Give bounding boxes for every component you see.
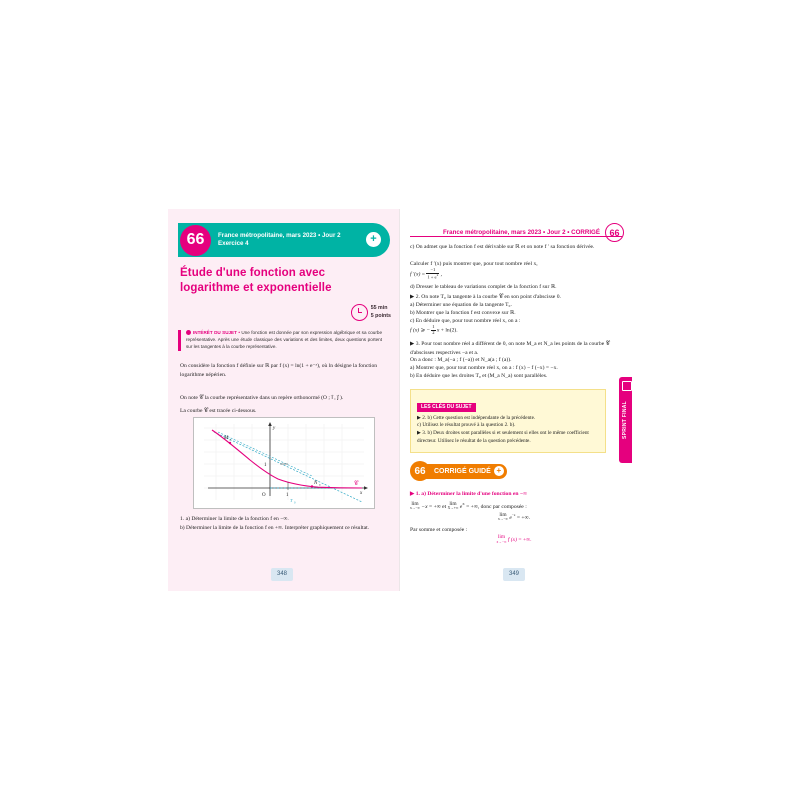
corrige-line-3: Par somme et composée : [410,526,468,533]
question-list [180,515,385,532]
plus-icon: + [366,232,381,247]
corrige-header-text: France métropolitaine, mars 2023 • Jour 2 • CORRIGÉ [442,229,600,236]
statement-2: ▶ 2. On note T₀ la tangente à la courbe 𝒞 en son point d'abscisse 0. [410,294,561,300]
left-page [168,209,400,591]
corrige-line-1: lim x→−∞ −x = +∞ et lim X→+∞ $e^X$ = +∞, donc par composée : [410,501,527,511]
interest-accent-bar [178,330,181,351]
page-number-left: 348 [271,568,293,581]
corrige-line-2: lim x→−∞ $e^{-x}$ = +∞. [498,511,530,522]
statement-3-note: On a donc : M_a(−a ; f (−a)) et N_a(a ; f (a)). [410,357,512,363]
keys-line-1: ▶ 2. b) Cette question est indépendante de la précédente. [417,414,536,421]
statement-2c: c) En déduire que, pour tout nombre réel x, on a : [410,318,521,324]
duration-badge [351,304,391,321]
keys-line-3: ▶ 3. b) Deux droites sont parallèles si et seulement si elles ont le même coefficient directeur. Utilisez le résultat de la question précédente. [417,430,589,444]
corrige-guide-label: CORRIGÉ GUIDÉ [434,467,491,475]
statement-3a: a) Montrer que, pour tout nombre réel x, on a : f (x) − f (−x) = −x. [410,365,558,371]
plus-icon-corrige: + [494,466,504,476]
points-value: 5 points [370,312,391,319]
clock-icon [351,304,368,321]
interest-label: INTÉRÊT DU SUJET • [193,330,240,335]
svg-text:N: N [314,481,318,486]
book-icon [622,381,632,391]
svg-text:O: O [262,493,266,498]
duration-value: 55 min [370,304,388,311]
book-spread [168,209,632,591]
statement-2a: a) Déterminer une équation de la tangente T₀. [410,302,512,308]
page-number-right: 349 [503,568,525,581]
svg-text:a: a [229,437,231,442]
exercise-number-badge: 66 [180,225,211,256]
exercise-header-banner [178,223,390,257]
interest-text: Une fonction est donnée par son expression algébrique et sa courbe représentative. Après une étude classique des variations et des limites, deux questions portent sur les tangentes à la courbe représentative. [186,330,382,349]
corrige-number-badge: 66 [605,223,624,242]
svg-text:a: a [319,482,321,487]
svg-text:x: x [360,491,363,496]
statement-paragraph-3: La courbe 𝒞 est tracée ci-dessous. [180,408,257,414]
exercise-label: Exercice 4 [218,240,249,247]
statement-c: c) On admet que la fonction f est dérivable sur ℝ et on note f ′ sa fonction dérivée. [410,244,595,250]
statement-3: ▶ 3. Pour tout nombre réel a différent de 0, on note M_a et N_a les points de la courbe 𝒞 d'abscisses respectives −a et a. [410,341,610,356]
keys-line-2: c) Utilisez le résultat prouvé à la question 2. b). [417,422,516,429]
keys-callout [410,389,606,453]
side-tab-sprint-final [619,377,632,463]
statement-2b: b) Montrer que la fonction f est convexe sur ℝ. [410,310,516,316]
header-divider [410,236,622,237]
question-1b: b) Déterminer la limite de la fonction f en +∞. Interpréter graphiquement ce résultat. [180,524,370,531]
svg-text:𝒞: 𝒞 [354,481,359,487]
statement-d: d) Dresser le tableau de variations complet de la fonction f sur ℝ. [410,284,557,290]
svg-text:y: y [273,426,276,431]
keys-title: LES CLÉS DU SUJET [417,403,476,412]
exercise-source-line: France métropolitaine, mars 2023 • Jour 2 [218,232,341,240]
interest-callout [178,330,382,351]
right-page [400,209,632,591]
function-graph [193,417,375,509]
corrige-content [410,490,618,545]
question-1a: 1. a) Déterminer la limite de la fonction f en −∞. [180,516,289,522]
corrige-guide-number: 66 [410,461,430,481]
statement-paragraph-1: On considère la fonction f définie sur ℝ par f (x) = ln(1 + e⁻ˣ), où ln désigne la fonction logarithme népérien. [180,363,378,378]
svg-text:1: 1 [286,493,289,498]
formula-fprime: f ′(x) = $\frac{-1}{1 + e^x}$ , [410,267,443,280]
corrige-header [443,223,624,242]
statement-paragraph-2: On note 𝒞 la courbe représentative dans un repère orthonormé (O ; i⃗ , j⃗ ). [180,395,344,401]
corrige-question-title: ▶ 1. a) Déterminer la limite d'une fonction en −∞ [410,491,528,497]
svg-text:T: T [290,498,293,503]
bullet-icon [186,330,191,335]
statement-3b: b) En déduire que les droites T₀ et (M_a N_a) sont parallèles. [410,373,548,379]
corrige-line-4: lim x→−∞ f (x) = +∞. [496,534,532,544]
statement-calculer: Calculer f ′(x) puis montrer que, pour tout nombre réel x, [410,261,538,267]
corrige-guide-banner [410,461,507,481]
corrige-guide-label-pill [422,464,507,479]
page-title: Étude d'une fonction avec logarithme et exponentielle [180,267,332,294]
side-tab-label: SPRINT FINAL [622,400,629,440]
svg-text:0: 0 [294,500,296,505]
svg-text:1: 1 [264,463,267,468]
svg-text:M: M [224,436,229,441]
formula-convex: f (x) ⩾ − $\frac{1}{2}$ x + ln(2). [410,324,458,335]
